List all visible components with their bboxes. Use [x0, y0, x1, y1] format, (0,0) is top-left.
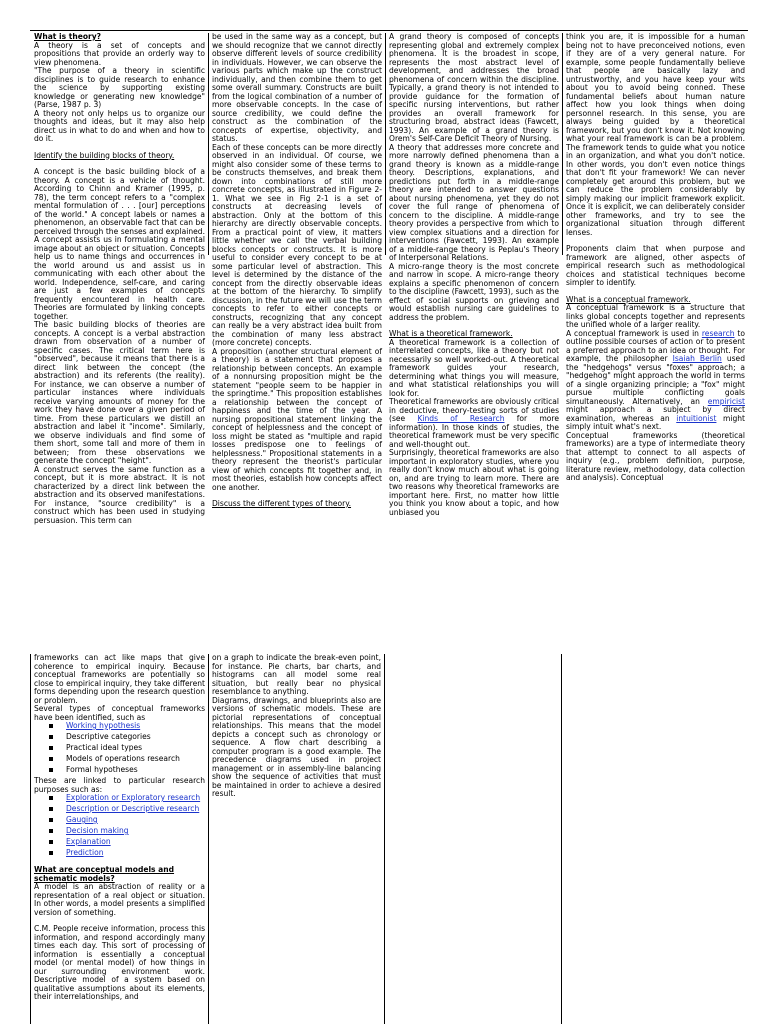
paragraph: Proponents claim that when purpose and framework are aligned, other aspects of empirical research such as methodological choices and statistical techniques become simpler to identify.: [566, 244, 745, 287]
heading-theoretical-framework: What is a theoretical framework.: [389, 329, 513, 338]
decision-making-link[interactable]: Decision making: [66, 826, 129, 835]
text-run: might approach a subject by direct examination, whereas an: [566, 405, 745, 423]
paragraph: A proposition (another structural element of a theory) is a statement that proposes a relationship between concepts. An example of a nonnursing proposition might be the statement "people seem to be happier in the springtime." This proposition establishes a relationship between the concept of happiness and the time of the year. A nursing propositional statement linking the concept of helplessness and the concept of loss might be stated as "multiple and rapid losses predispose one to feelings of helplessness." Propositional statements in a theory represent the theorist's particular view of which concepts fit together and, in most theories, establish how concepts affect one another.: [212, 346, 382, 492]
paragraph: frameworks can act like maps that give coherence to empirical inquiry. Because conceptual frameworks are potentially so close to empirical inquiry, they take different forms depending upon the research question or problem.: [34, 653, 205, 705]
exploration-link[interactable]: Exploration or Exploratory research: [66, 793, 201, 802]
heading-types-of-theory: Discuss the different types of theory.: [212, 499, 352, 508]
heading-building-blocks: Identify the building blocks of theory.: [34, 150, 175, 160]
paragraph: A model is an abstraction of reality or a representation of a real object or situation. In other words, a model presents a simplified version of something.: [34, 882, 205, 917]
column-6: [209, 654, 385, 1024]
paragraph: A concept is the basic building block of a theory. A concept is a vehicle of thought. According to Chinn and Kramer (1995, p. 78), the term concept refers to a "complex mental formulation of . . . [our] perceptions of the world." A concept labels or names a phenomenon, an observable fact that can be perceived through the senses and explained. A concept assists us in formulating a mental image about an object or situation. Concepts help us to name things and occurrences in the world around us and assist us in communicating with each other about the world. Independence, self-care, and caring are just a few examples of concepts frequently encountered in health care. Theories are formulated by linking concepts together.: [34, 167, 205, 321]
paragraph: [566, 330, 745, 432]
paragraph: Conceptual frameworks (theoretical frameworks) are a type of intermediate theory that attempt to connect to all aspects of inquiry (e.g., problem definition, purpose, literature review, methodology, data collection and analysis). Conceptual: [566, 430, 745, 482]
column-7-empty: [385, 654, 562, 1024]
column-1: [31, 32, 209, 525]
list-item[interactable]: [66, 827, 205, 836]
paragraph: Surprisingly, theoretical frameworks are also important in exploratory studies, where you really don't know much about what is going on, and are trying to learn more. There are two reasons why theoretical frameworks are important here. First, no matter how little you think you know about a topic, and how unbiased you: [389, 448, 559, 517]
text-run: to outline possible courses of action or to present a preferred approach to an idea or thought. For example, the philosopher: [566, 328, 745, 363]
explanation-link[interactable]: Explanation: [66, 837, 111, 846]
list-item[interactable]: [66, 794, 205, 803]
working-hypothesis-link[interactable]: Working hypothesis: [66, 721, 141, 730]
prediction-link[interactable]: Prediction: [66, 848, 104, 857]
list-item[interactable]: [66, 805, 205, 814]
kinds-of-research-link[interactable]: Kinds of Research: [417, 414, 505, 423]
top-page-rule: [30, 30, 748, 31]
list-item[interactable]: [66, 849, 205, 858]
paragraph: A grand theory is composed of concepts representing global and extremely complex phenomena. It is the broadest in scope, represents the most abstract level of development, and addresses the broad phenomena of concern within the discipline. Typically, a grand theory is not intended to provide guidance for the formation of specific nursing interventions, but rather provides an overall framework for structuring broad, abstract ideas (Fawcett, 1993). An example of a grand theory is Orem's Self-Care Deficit Theory of Nursing.: [389, 32, 559, 143]
text-run: Theoretical frameworks are obviously critical in deductive, theory-testing sorts of studies (see: [389, 397, 559, 423]
paragraph: A theoretical framework is a collection of interrelated concepts, like a theory but not necessarily so well worked-out. A theoretical framework guides your research, determining what things you will measure, and what statistical relationships you will look for.: [389, 337, 559, 398]
paragraph: Each of these concepts can be more directly observed in an individual. Of course, we might also consider some of these terms to be constructs themselves, and break them down into combinations of still more concrete concepts, as illustrated in Figure 2-1. What we see in Fig 2-1 is a set of constructs at decreasing levels of abstraction. Only at the bottom of this hierarchy are directly observable concepts. From a practical point of view, it matters little whether we call the verbal building blocks concepts or constructs. It is more useful to consider every concept to be at some particular level of abstraction. This level is determined by the distance of the concept from the directly observable ideas at the bottom of the hierarchy. To simplify discussion, in the future we will use the term concepts to refer to either concepts or constructs, recognizing that any concept can really be a very abstract idea built from the combination of many less abstract (more concrete) concepts.: [212, 142, 382, 347]
paragraph: Several types of conceptual frameworks have been identified, such as: [34, 704, 205, 722]
list-item[interactable]: [66, 816, 205, 825]
paragraph: The basic building blocks of theories are concepts. A concept is a verbal abstraction drawn from observation of a number of specific cases. The critical term here is "observed", because it means that there is a direct link between the concept (the abstraction) and its referents (the reality). For instance, we can observe a number of particular instances where individuals receive varying amounts of money for the work they have done over a given period of time. From these particulars we distill an abstraction and label it "income". Similarly, we observe individuals and find some of them short, some tall and more of them in between; from these observations we generate the concept "height".: [34, 320, 205, 465]
research-purposes-list: [34, 794, 205, 858]
text-run: used the "hedgehogs" versus "foxes" approach; a "hedgehog" might approach the world in terms of a single organizing principle; a "fox" might pursue multiple conflicting goals simultaneously. Alternatively, an: [566, 354, 745, 406]
description-link[interactable]: Description or Descriptive research: [66, 804, 200, 813]
paragraph: A conceptual framework is a structure that links global concepts together and represents the unified whole of a larger reality.: [566, 303, 745, 329]
text-run: for more information). In those kinds of studies, the theoretical framework must be very specific and well-thought out.: [389, 414, 559, 449]
paragraph: A theory that addresses more concrete and more narrowly defined phenomena than a grand theory is known as a middle-range theory. Descriptions, explanations, and predictions put forth in a middle-range theory are intended to answer questions about nursing phenomena, yet they do not cover the full range of phenomena of concern to the discipline. A middle-range theory provides a perspective from which to view complex situations and a direction for interventions (Fawcett, 1993). An example of a middle-range theory is Peplau's Theory of Interpersonal Relations.: [389, 142, 559, 262]
list-item: Practical ideal types: [66, 744, 205, 753]
paragraph: think you are, it is impossible for a human being not to have preconceived notions, even if they are of a very general nature. For example, some people fundamentally believe that people are basically lazy and untrustworthy, and you have keep your wits about you to avoid being conned. These fundamental beliefs about human nature affect how you look things when doing personnel research. In this sense, you are always being guided by a theoretical framework, but you don't know it. Not knowing what your real framework is can be a problem. The framework tends to guide what you notice in an organization, and what you don't notice. In other words, you don't even notice things that don't fit your framework! We can never completely get around this problem, but we can reduce the problem considerably by simply making our implicit framework explicit. Once it is explicit, we can deliberately consider other frameworks, and try to see the organizational situation through different lenses.: [566, 32, 745, 237]
gauging-link[interactable]: Gauging: [66, 815, 98, 824]
paragraph: A micro-range theory is the most concrete and narrow in scope. A micro-range theory explains a specific phenomenon of concern to the discipline (Fawcett, 1993), such as the effect of social supports on grieving and would establish nursing care guidelines to address the problem.: [389, 261, 559, 322]
list-item: Formal hypotheses: [66, 766, 205, 775]
paragraph: be used in the same way as a concept, but we should recognize that we cannot directly observe different levels of source credibility in individuals. However, we can observe the various parts which make up the construct individually, and then combine them to get some overall summary. Constructs are built from the logical combination of a number of more observable concepts. In the case of source credibility, we could define the construct as the combination of the concepts of expertise, objectivity, and status.: [212, 32, 382, 143]
isaiah-berlin-link[interactable]: Isaiah Berlin: [672, 354, 722, 363]
column-3: [386, 32, 563, 517]
paragraph: "The purpose of a theory in scientific disciplines is to guide research to enhance the science by supporting existing knowledge or generating new knowledge" (Parse, 1987 p. 3): [34, 66, 205, 109]
framework-types-list: [34, 722, 205, 775]
heading-conceptual-models: What are conceptual models and schematic models?: [34, 865, 175, 883]
paragraph: on a graph to indicate the break-even point, for instance. Pie charts, bar charts, and histograms can all model some real situation, but really bear no physical resemblance to anything.: [212, 653, 381, 696]
list-item[interactable]: [66, 838, 205, 847]
intuitionist-link[interactable]: intuitionist: [676, 413, 717, 423]
list-item[interactable]: [66, 722, 205, 731]
column-2: [209, 32, 386, 508]
paragraph: C.M. People receive information, process this information, and respond accordingly many times each day. This sort of processing of information is essentially a conceptual model (or mental model) of how things in our surrounding environment work. Descriptive model of a system based on qualitative assumptions about its elements, their interrelationships, and: [34, 924, 205, 1001]
empiricist-link[interactable]: empiricist: [707, 396, 745, 406]
paragraph: A theory not only helps us to organize our thoughts and ideas, but it may also help direct us in what to do and when and how to do it.: [34, 108, 205, 143]
heading-conceptual-framework: What is a conceptual framework.: [566, 294, 691, 304]
research-link[interactable]: research: [701, 328, 735, 338]
paragraph: These are linked to particular research purposes such as:: [34, 776, 205, 794]
paragraph: A theory is a set of concepts and propositions that provide an orderly way to view phenomena.: [34, 40, 205, 67]
text-run: A conceptual framework is used in: [566, 328, 702, 338]
text-run: might simply intuit what's next.: [566, 413, 745, 431]
column-4: [563, 32, 748, 482]
list-item: Descriptive categories: [66, 733, 205, 742]
paragraph: [389, 398, 559, 449]
heading-what-is-theory: What is theory?: [34, 32, 102, 41]
list-item: Models of operations research: [66, 755, 205, 764]
paragraph: A construct serves the same function as a concept, but it is more abstract. It is not characterized by a direct link between the abstraction and its observed manifestations. For instance, "source credibility" is a construct which has been used in studying persuasion. This term can: [34, 464, 205, 525]
column-5: [30, 654, 209, 1024]
paragraph: Diagrams, drawings, and blueprints also are versions of schematic models. These are pictorial representations of conceptual relationships. This means that the model depicts a concept such as chronology or sequence. A flow chart describing a computer program is a good example. The precedence diagrams used in project management or in assembly-line balancing show the sequence of activities that must be maintained in order to achieve a desired result.: [212, 695, 381, 798]
